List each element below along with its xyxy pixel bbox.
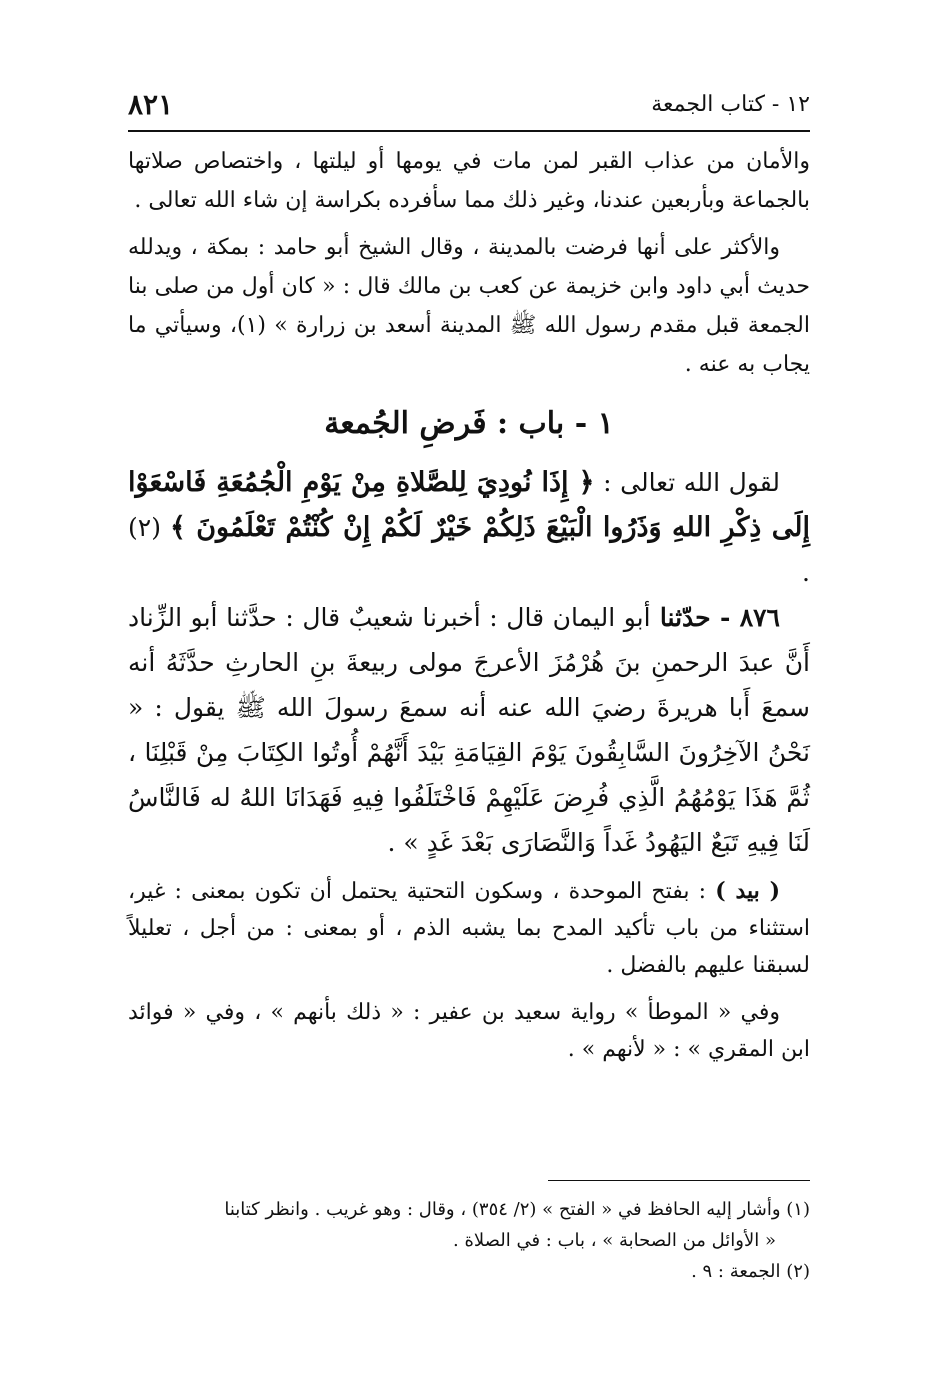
- hadith-number: ٨٧٦ - حدّثنا: [650, 603, 780, 632]
- footnote-1-continued: « الأوائل من الصحابة » ، باب : في الصلاة .: [453, 1230, 776, 1251]
- verse-footnote-ref: (٢) .: [128, 513, 810, 587]
- footnote-2: (٢) الجمعة : ٩ .: [691, 1261, 810, 1282]
- quran-verse: ﴿ إِذَا نُودِيَ لِلصَّلاةِ مِنْ يَوْمِ الْجُمُعَةِ فَاسْعَوْا إِلَى ذِكْرِ اللهِ وَذَرُوا الْبَيْعَ ذَلِكُمْ خَيْرٌ لَكُمْ إِنْ كُنْتُمْ تَعْلَمُونَ ﴾: [128, 467, 810, 543]
- explanation-text: : بفتح الموحدة ، وسكون التحتية يحتمل أن تكون بمعنى : غير، استثناء من باب تأكيد المدح بما يشبه الذم ، أو بمعنى : من أجل ، تعليلاً لسبقنا عليهم بالفضل .: [128, 879, 810, 978]
- header-divider: [128, 130, 810, 132]
- running-header-chapter: ١٢ - كتاب الجمعة: [651, 92, 810, 117]
- quran-verse-paragraph: [128, 460, 810, 595]
- term-bayda: ( بيد ): [715, 878, 781, 904]
- page-header: [128, 82, 810, 130]
- hadith-text: أبو اليمان قال : أخبرنا شعيبٌ قال : حدَّثنا أبو الزِّناد أَنَّ عبدَ الرحمنِ بنَ هُرْمُزَ الأعرجَ مولى ربيعةَ بنِ الحارثِ حدَّثَهُ أنه سمعَ أَبا هريرةَ رضيَ الله عنه أنه سمعَ رسولَ الله ﷺ يقول : « نَحْنُ الآخِرُونَ السَّابِقُونَ يَوْمَ القِيَامَةِ بَيْدَ أَنَّهُمْ أُوتُوا الكِتَابَ مِنْ قَبْلِنَا ، ثُمَّ هَذَا يَوْمُهُمُ الَّذِي فُرِضَ عَلَيْهِمْ فَاخْتَلَفُوا فِيهِ فَهَدَانَا اللهُ له فَالنَّاسُ لَنَا فِيهِ تَبَعٌ اليَهُودُ غَداً وَالنَّصَارَى بَعْدَ غَدٍ » .: [128, 603, 810, 857]
- paragraph-madina: والأكثر على أنها فرضت بالمدينة ، وقال الشيخ أبو حامد : بمكة ، ويدلله حديث أبي داود وابن خزيمة عن كعب بن مالك قال : « كان أول من صلى بنا الجمعة قبل مقدم رسول الله ﷺ المدينة أسعد بن زرارة » (١)، وسيأتي ما يجاب به عنه .: [128, 235, 810, 377]
- footnotes: [128, 1194, 810, 1287]
- footnote-1: (١) وأشار إليه الحافظ في « الفتح » (٢/ ٣٥٤) ، وقال : وهو غريب . وانظر كتابنا: [224, 1199, 810, 1220]
- explanation-paragraph: [128, 873, 810, 984]
- hadith-paragraph: [128, 595, 810, 865]
- paragraph-continuation: والأمان من عذاب القبر لمن مات في يومها أو ليلتها ، واختصاص صلاتها بالجماعة وبأربعين عندنا، وغير ذلك مما سأفرده بكراسة إن شاء الله تعالى .: [128, 149, 810, 213]
- muwatta-paragraph: وفي « الموطأ » رواية سعيد بن عفير : « ذلك بأنهم » ، وفي « فوائد ابن المقري » : « لأنهم » .: [128, 1000, 810, 1062]
- footnote-divider: [548, 1180, 810, 1181]
- chapter-heading: ١ - باب : فَرضِ الجُمعة: [324, 406, 614, 441]
- page-number: ٨٢١: [128, 88, 174, 121]
- verse-intro: لقول الله تعالى :: [603, 468, 781, 497]
- main-text: [128, 142, 810, 1068]
